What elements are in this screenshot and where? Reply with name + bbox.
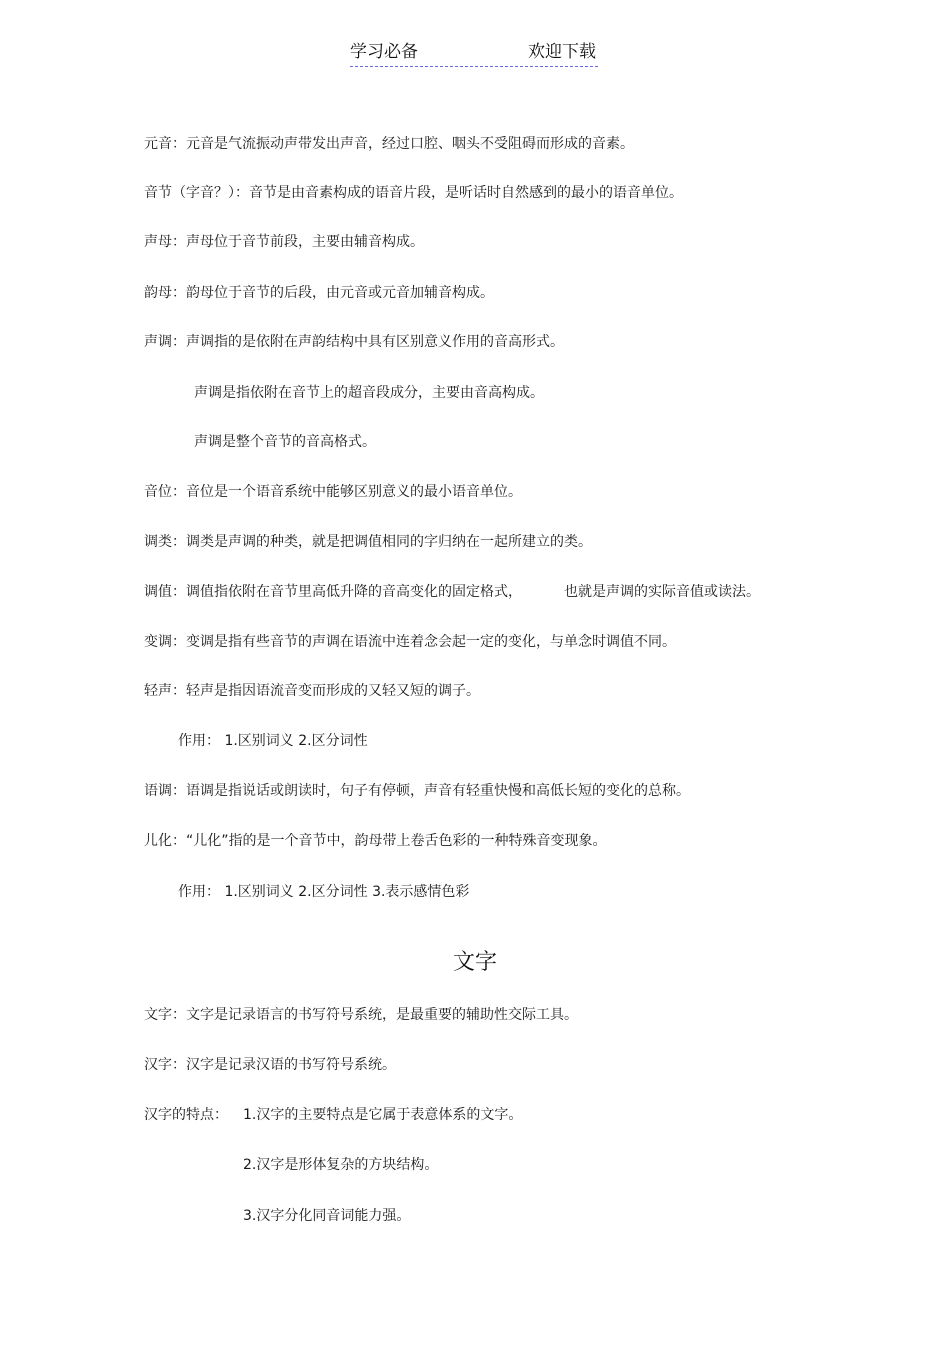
definition-tone-category: 调类：调类是声调的种类，就是把调值相同的字归纳在一起所建立的类。 — [144, 534, 592, 550]
hanzi-feature-1: 1.汉字的主要特点是它属于表意体系的文字。 — [243, 1107, 523, 1123]
tone-value-part2: 也就是声调的实际音值或读法。 — [564, 584, 760, 600]
definition-tone-value — [144, 582, 760, 602]
definition-neutral-tone: 轻声：轻声是指因语流音变而形成的又轻又短的调子。 — [144, 683, 480, 699]
section-title-writing: 文字 — [452, 950, 497, 975]
definition-syllable: 音节（字音？）：音节是由音素构成的语音片段，是听话时自然感到的最小的语音单位。 — [144, 185, 683, 201]
definition-hanzi: 汉字：汉字是记录汉语的书写符号系统。 — [144, 1057, 396, 1073]
erhua-function: 作用： 1.区别词义 2.区分词性 3.表示感情色彩 — [178, 884, 470, 900]
definition-writing: 文字：文字是记录语言的书写符号系统，是最重要的辅助性交际工具。 — [144, 1007, 578, 1023]
hanzi-feature-2: 2.汉字是形体复杂的方块结构。 — [243, 1157, 439, 1173]
page-header — [350, 40, 598, 67]
hanzi-features-label: 汉字的特点： — [144, 1107, 228, 1123]
header-left-text: 学习必备 — [350, 42, 418, 62]
tone-value-part1: 调值：调值指依附在音节里高低升降的音高变化的固定格式， — [144, 584, 522, 600]
definition-final: 韵母：韵母位于音节的后段，由元音或元音加辅音构成。 — [144, 285, 494, 301]
definition-initial: 声母：声母位于音节前段，主要由辅音构成。 — [144, 234, 424, 250]
neutral-tone-function: 作用： 1.区别词义 2.区分词性 — [178, 733, 368, 749]
definition-tone-alt2: 声调是整个音节的音高格式。 — [194, 434, 376, 450]
definition-tone-sandhi: 变调：变调是指有些音节的声调在语流中连着念会起一定的变化，与单念时调值不同。 — [144, 634, 676, 650]
definition-intonation: 语调：语调是指说话或朗读时，句子有停顿，声音有轻重快慢和高低长短的变化的总称。 — [144, 783, 690, 799]
definition-erhua: 儿化：“儿化”指的是一个音节中，韵母带上卷舌色彩的一种特殊音变现象。 — [144, 833, 607, 849]
definition-phoneme: 音位：音位是一个语音系统中能够区别意义的最小语音单位。 — [144, 484, 522, 500]
definition-tone-alt1: 声调是指依附在音节上的超音段成分，主要由音高构成。 — [194, 385, 544, 401]
definition-tone: 声调：声调指的是依附在声韵结构中具有区别意义作用的音高形式。 — [144, 334, 564, 350]
definition-vowel: 元音：元音是气流振动声带发出声音，经过口腔、咽头不受阻碍而形成的音素。 — [144, 136, 634, 152]
header-right-text: 欢迎下载 — [528, 42, 596, 62]
hanzi-feature-3: 3.汉字分化同音词能力强。 — [243, 1208, 411, 1224]
